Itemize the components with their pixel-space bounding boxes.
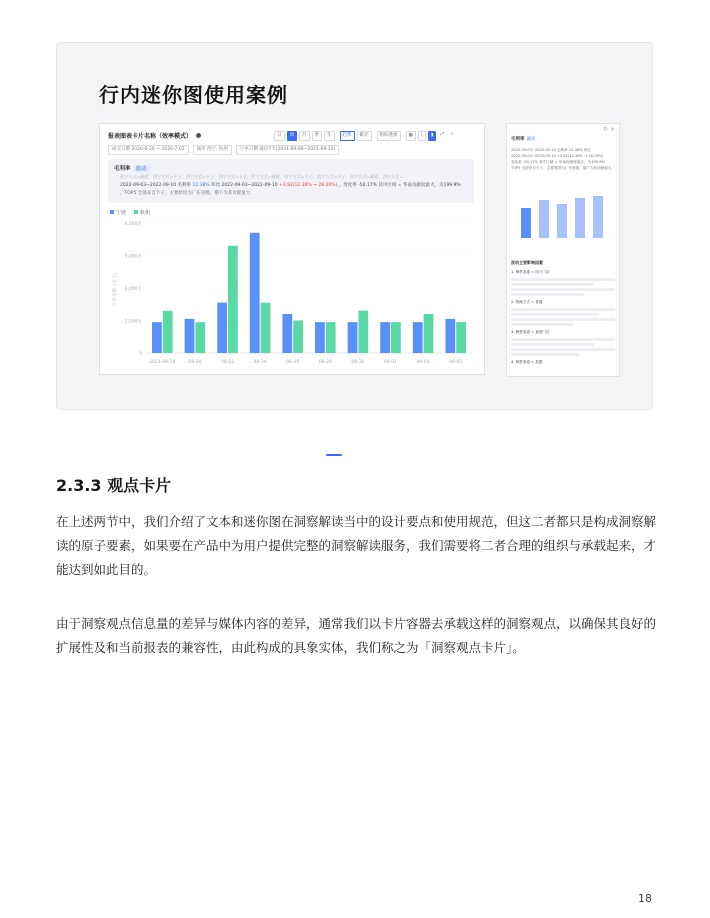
side-mini-chart [513,178,613,250]
x-tick-label: 09-05 [449,360,463,365]
x-tick-label: 09-01 [383,360,398,365]
insight-metric: 毛利率 [114,166,131,172]
insight-line1-mid: 环比 2022-09-03~2022-09-10 [211,183,278,188]
side-line-2: 2022-09-03~2022-09-10 +3.82(12.38% → 28.26%) [511,154,604,158]
side-factor-3-detail [511,336,615,358]
tab-year[interactable]: 年 [324,131,335,141]
tab-month[interactable]: 月 [299,131,310,141]
side-section-title: 波动主要影响因素 [511,260,543,265]
bar-宁波 [413,322,423,353]
table-view-icon[interactable]: ▦ [406,131,416,141]
y-tick-label: 1,000万 [124,319,142,325]
bar-宁波 [315,322,325,353]
granularity-tabs [274,131,456,141]
side-line-4: TOP5 全部来自卡子，主要原因为广东省级，描下为其贡献值大 [511,166,612,170]
insight-line-2: ，TOP5 全部来自卡子，主要原因为广东省级，描下为其贡献值大 [120,191,251,196]
figure-panel [56,42,653,410]
side-factor-1-detail [511,276,615,298]
star-icon[interactable]: ☆ [450,132,455,137]
x-tick-label: 08-30 [351,360,365,365]
bar-杭州 [358,311,368,353]
side-factor-1: 1. 销售渠道 = 线下门店 [511,270,550,274]
y-axis-label: 订单金额（万元） [113,270,118,306]
bar-view-icon[interactable]: ▮ [428,131,436,141]
legend-item-a[interactable] [110,209,126,216]
x-tick-label: 08-24 [253,360,267,365]
legend-swatch-b [134,210,138,214]
bar-杭州 [195,322,205,353]
card-title: 报表图表卡片名称（效率模式） [108,133,193,140]
side-line-3: 变化率 -50.17% 其中区域 = 华南贡献度最大，为199.9% [511,160,605,164]
bar-杭州 [456,322,466,353]
insight-tag: 波动 [135,166,147,172]
pivot-button[interactable]: 指标透视 [377,131,401,141]
page-number: 18 [638,892,652,905]
y-tick-label: 0 [139,352,142,357]
bar-宁波 [217,303,227,353]
insight-path: 西宁方式=郝班、西宁方式=卡子、西宁方式=卡子、西宁方式=卡子、西宁方式=郝班、西宁方式=卡子、西宁方式=卡子、西宁方式=郝班、西宁方式=... [120,174,407,179]
side-factor-4: 4. 销售渠道 = 加盟 [511,360,543,364]
insight-line1-prefix: 2022-09-03~2022-09-10 毛利率 [120,183,192,188]
tab-day[interactable]: 日 [274,131,285,141]
info-icon[interactable] [196,133,201,138]
legend-label-b: 杭州 [140,210,151,216]
bar-宁波 [445,319,455,353]
bar-chart [110,217,478,367]
trend-button[interactable]: 趋势 [340,131,355,141]
bar-宁波 [250,233,260,353]
insight-line-1 [120,182,461,188]
paragraph-2: 由于洞察观点信息量的差异与媒体内容的差异，通常我们以卡片容器去承载这样的洞察观点，以确保其良好的扩展性及和当前报表的兼容性，由此构成的具象实体，我们称之为「洞察观点卡片」。 [56,616,657,655]
y-tick-label: 3,000万 [124,254,142,260]
y-tick-label: 2,000万 [124,287,142,292]
tab-quarter[interactable]: 季 [312,131,323,141]
tab-week[interactable]: 周 [287,131,298,141]
x-tick-label: 08-20 [188,360,202,365]
bar-杭州 [326,322,336,353]
date-filter[interactable]: 成交日期 2020-6-20 ~ 2020-7-02 [108,145,189,155]
insight-box [108,159,474,203]
city-filter[interactable]: 城市 西宁, 杭州 [193,145,232,155]
side-factor-2-detail [511,306,615,328]
bar-宁波 [348,322,358,353]
refresh-icon[interactable]: ↻ [603,126,609,133]
x-tick-label: 09-03 [416,360,430,365]
side-factor-2: 2. 物流方式 = 普通 [511,300,543,304]
bar-宁波 [185,319,195,353]
insight-line1-suffix: ，变化率 -50.17% 其中区域 = 华南贡献度最大，为199.9% [338,183,461,188]
figure-title: 行内迷你图使用案例 [99,83,288,107]
side-panel-tag: 波动 [526,137,536,142]
cumulative-button[interactable]: 累计 [357,131,372,141]
line-view-icon[interactable]: ⌇ [418,131,426,141]
close-icon[interactable]: × [609,126,615,133]
side-line-1: 2022-09-03~2022-09-10 毛利率 12.38% 环比 [511,148,591,152]
legend-label-a: 宁波 [116,210,127,216]
y-tick-label: 4,000万 [124,222,142,227]
legend-swatch-a [110,210,114,214]
card-header [108,131,478,141]
expand-icon[interactable]: ⤢ [440,132,445,137]
report-chart-card [99,123,485,375]
side-panel-header [511,136,536,142]
side-panel-controls [603,126,615,133]
insight-line1-value: 12.38% [192,183,210,188]
bar-杭州 [261,303,271,353]
insight-side-panel [506,123,620,377]
side-panel-metric: 毛利率 [511,137,525,142]
insight-line1-change: +3.82(12.38% → 28.26%) [279,183,338,188]
bar-宁波 [282,314,292,353]
order-date-filter[interactable]: 订单日期 最近7天(2021-09-06~2021-09-12) [236,145,339,155]
bar-杭州 [391,322,401,353]
insight-title [114,164,149,172]
bar-杭州 [293,321,303,354]
bar-宁波 [152,322,162,353]
filter-bar [108,145,339,155]
x-tick-label: 08-22 [220,360,235,365]
legend-item-b[interactable] [134,209,150,216]
x-tick-label: 08-28 [318,360,332,365]
x-tick-label: 08-26 [286,360,300,365]
side-factor-3: 3. 销售渠道 = 直营门店 [511,330,550,334]
bar-杭州 [163,311,173,353]
x-tick-label: 2021-08-18 [149,360,176,365]
bar-杭州 [228,246,238,353]
paragraph-1: 在上述两节中，我们介绍了文本和迷你图在洞察解读当中的设计要点和使用规范，但这二者都只是构成洞察解读的原子要素，如果要在产品中为用户提供完整的洞察解读服务，我们需要将二者合理的组织与承载起来，才能达到如此目的。 [56,514,657,577]
section-heading: 2.3.3 观点卡片 [56,476,172,495]
chart-legend [110,209,150,216]
bar-宁波 [380,322,390,353]
carousel-indicator[interactable] [326,454,342,456]
bar-杭州 [424,314,434,353]
